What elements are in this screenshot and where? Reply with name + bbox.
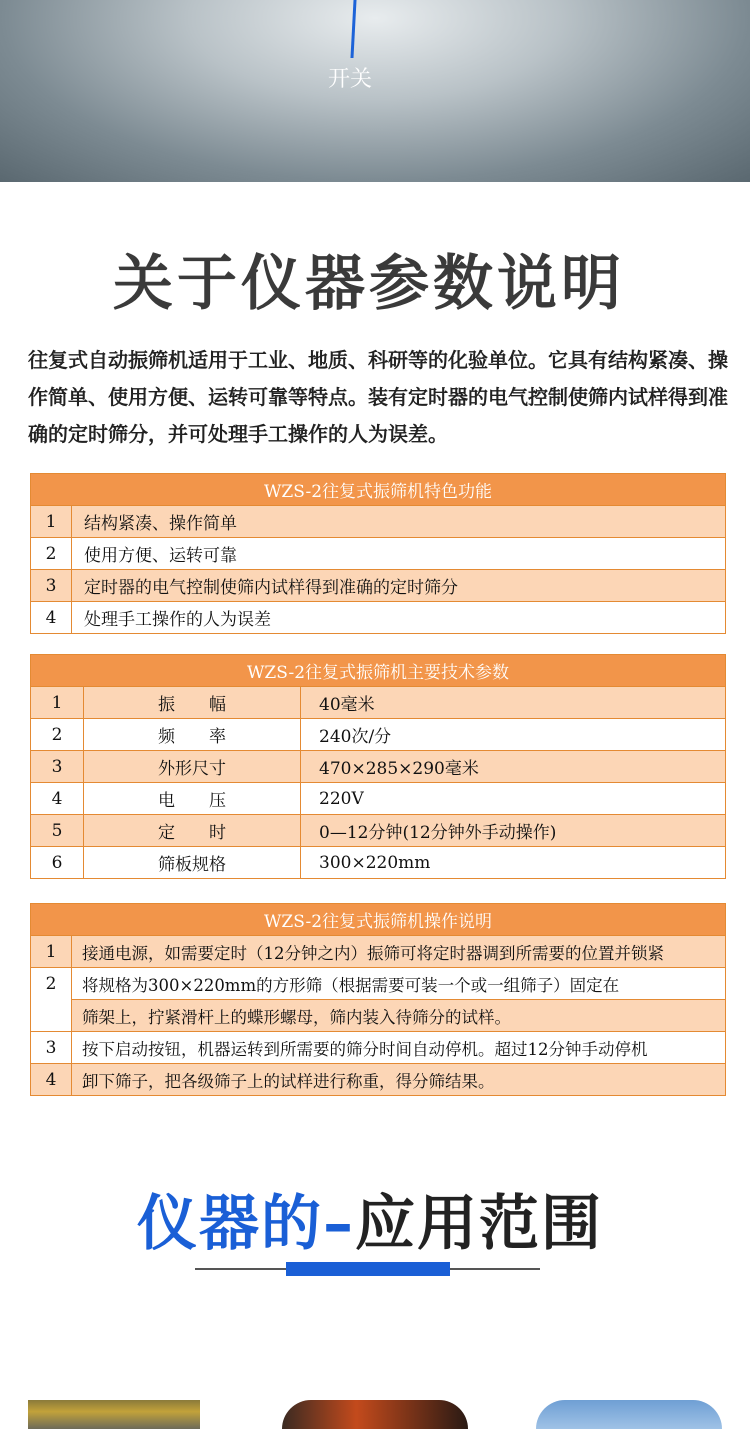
operation-header: WZS-2往复式振筛机操作说明 bbox=[31, 904, 726, 936]
param-name: 频 率 bbox=[84, 719, 301, 751]
table-row bbox=[31, 570, 726, 602]
application-image-power bbox=[536, 1400, 722, 1429]
table-row bbox=[31, 1064, 726, 1096]
row-number: 4 bbox=[31, 602, 72, 634]
table-row bbox=[31, 1032, 726, 1064]
row-text: 使用方便、运转可靠 bbox=[72, 538, 726, 570]
features-header: WZS-2往复式振筛机特色功能 bbox=[31, 474, 726, 506]
table-row bbox=[31, 847, 726, 879]
param-name: 电 压 bbox=[84, 783, 301, 815]
row-number: 2 bbox=[31, 719, 84, 751]
application-title bbox=[0, 1176, 740, 1262]
row-text: 按下启动按钮，机器运转到所需要的筛分时间自动停机。超过12分钟手动停机 bbox=[72, 1032, 726, 1064]
param-value: 470×285×290毫米 bbox=[301, 751, 726, 783]
table-row bbox=[31, 602, 726, 634]
row-text-continued: 筛架上，拧紧滑杆上的蝶形螺母，筛内装入待筛分的试样。 bbox=[72, 1000, 726, 1032]
param-name: 外形尺寸 bbox=[84, 751, 301, 783]
row-text: 接通电源，如需要定时（12分钟之内）振筛可将定时器调到所需要的位置并锁紧 bbox=[72, 936, 726, 968]
table-row bbox=[31, 506, 726, 538]
table-row bbox=[31, 538, 726, 570]
application-title-blue: 仪器的– bbox=[137, 1189, 355, 1259]
row-number: 4 bbox=[31, 783, 84, 815]
param-value: 40毫米 bbox=[301, 687, 726, 719]
title-divider-accent bbox=[286, 1262, 450, 1276]
table-row bbox=[31, 936, 726, 968]
param-value: 220V bbox=[301, 783, 726, 815]
row-number: 2 bbox=[31, 538, 72, 570]
table-row bbox=[31, 783, 726, 815]
application-title-dark: 应用范围 bbox=[355, 1189, 603, 1259]
table-row bbox=[31, 968, 726, 1000]
operation-table bbox=[30, 903, 726, 1096]
param-name: 筛板规格 bbox=[84, 847, 301, 879]
row-number: 1 bbox=[31, 936, 72, 968]
specs-table bbox=[30, 654, 726, 879]
intro-paragraph: 往复式自动振筛机适用于工业、地质、科研等的化验单位。它具有结构紧凑、操作简单、使用方便、运转可靠等特点。装有定时器的电气控制使筛内试样得到准确的定时筛分，并可处理手工操作的人为误差。 bbox=[28, 348, 728, 446]
row-number: 1 bbox=[31, 687, 84, 719]
hero-banner bbox=[0, 0, 750, 182]
row-text: 将规格为300×220mm的方形筛（根据需要可装一个或一组筛子）固定在 bbox=[72, 968, 726, 1000]
row-text: 处理手工操作的人为误差 bbox=[72, 602, 726, 634]
switch-label: 开关 bbox=[327, 67, 372, 92]
param-value: 240次/分 bbox=[301, 719, 726, 751]
row-number: 2 bbox=[31, 968, 72, 1032]
row-number: 3 bbox=[31, 570, 72, 602]
row-text: 定时器的电气控制使筛内试样得到准确的定时筛分 bbox=[72, 570, 726, 602]
row-number: 5 bbox=[31, 815, 84, 847]
application-image-industry bbox=[28, 1400, 200, 1429]
row-number: 4 bbox=[31, 1064, 72, 1096]
table-row bbox=[31, 751, 726, 783]
row-number: 3 bbox=[31, 751, 84, 783]
specs-header: WZS-2往复式振筛机主要技术参数 bbox=[31, 655, 726, 687]
switch-line bbox=[350, 0, 356, 58]
application-image-furnace bbox=[282, 1400, 468, 1429]
table-row bbox=[31, 815, 726, 847]
row-number: 6 bbox=[31, 847, 84, 879]
row-number: 1 bbox=[31, 506, 72, 538]
page-title: 关于仪器参数说明 bbox=[113, 249, 625, 319]
param-value: 300×220mm bbox=[301, 847, 726, 879]
param-name: 定 时 bbox=[84, 815, 301, 847]
row-text: 卸下筛子，把各级筛子上的试样进行称重，得分筛结果。 bbox=[72, 1064, 726, 1096]
table-row bbox=[31, 1000, 726, 1032]
param-value: 0—12分钟(12分钟外手动操作) bbox=[301, 815, 726, 847]
row-text: 结构紧凑、操作简单 bbox=[72, 506, 726, 538]
table-row bbox=[31, 687, 726, 719]
row-number: 3 bbox=[31, 1032, 72, 1064]
features-table bbox=[30, 473, 726, 634]
table-row bbox=[31, 719, 726, 751]
param-name: 振 幅 bbox=[84, 687, 301, 719]
